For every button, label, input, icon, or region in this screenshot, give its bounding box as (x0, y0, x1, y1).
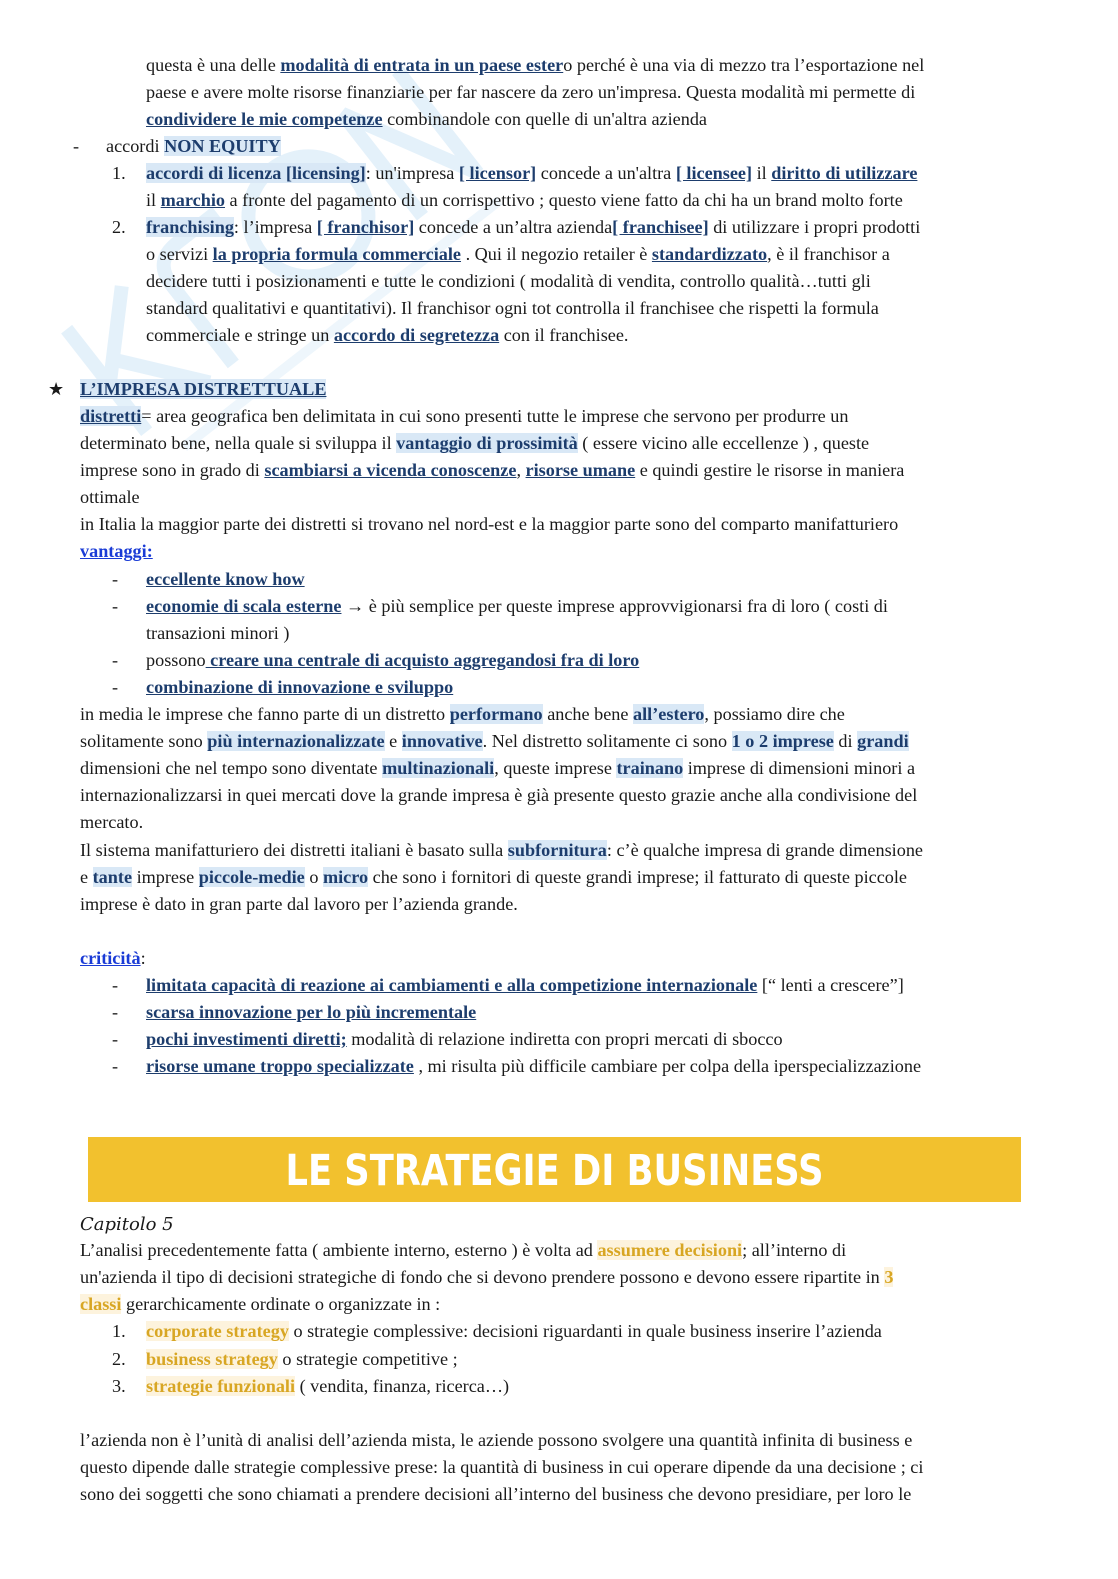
intro-line-3: condividere le mie competenze combinandole con quelle di un'altra azienda (146, 109, 708, 129)
distretti-line-4: ottimale (80, 487, 140, 507)
strategy-item: corporate strategy o strategie complessive: decisioni riguardanti in quale business inserire l’azienda (146, 1321, 882, 1341)
list-bullet: - (73, 136, 80, 156)
criticita-item: limitata capacità di reazione ai cambiamenti e alla competizione internazionale [“ lenti a crescere”] (146, 975, 904, 995)
vantaggio-item-cont: transazioni minori ) (146, 623, 290, 643)
franchising-line-5: commerciale e stringe un accordo di segretezza con il franchisee. (146, 325, 629, 345)
vantaggio-item: possono creare una centrale di acquisto aggregandosi fra di loro (146, 650, 640, 670)
sistema-line-1: Il sistema manifatturiero dei distretti italiani è basato sulla subfornitura: c’è qualche impresa di grande dimensione (80, 840, 923, 860)
strategy-item: business strategy o strategie competitive ; (146, 1349, 458, 1369)
list-dash: - (112, 650, 119, 670)
distretti-line-1: distretti= area geografica ben delimitata in cui sono presenti tutte le imprese che servono per produrre un (80, 406, 849, 426)
analisi-line-1: L’analisi precedentemente fatta ( ambiente interno, esterno ) è volta ad assumere decisioni; all’interno di (80, 1240, 847, 1260)
licensing-line-1: accordi di licenza [licensing]: un'impresa [ licensor] concede a un'altra [ licensee] il diritto di utilizzare (146, 163, 918, 183)
section-title-distretti: L’IMPRESA DISTRETTUALE (80, 379, 327, 399)
list-number: 1. (112, 163, 126, 183)
vantaggi-label: vantaggi: (80, 541, 153, 561)
intro-line-2: paese e avere molte risorse finanziarie per far nascere da zero un'impresa. Questa modalità mi permette di (146, 82, 916, 102)
vantaggio-item: eccellente know how (146, 569, 305, 589)
list-dash: - (112, 1056, 119, 1076)
vantaggio-item: economie di scala esterne → è più semplice per queste imprese approvvigionarsi fra di loro ( costi di (146, 596, 888, 616)
criticita-label: criticità: (80, 948, 146, 968)
final-line-1: l’azienda non è l’unità di analisi dell’azienda mista, le aziende possono svolgere una quantità infinita di business e (80, 1430, 913, 1450)
intro-line-1: questa è una delle modalità di entrata in un paese estero perché è una via di mezzo tra l’esportazione nel (146, 55, 925, 75)
final-line-3: sono dei soggetti che sono chiamati a prendere decisioni all’interno del business che devono presidiare, per loro le (80, 1484, 912, 1504)
list-number: 3. (112, 1376, 126, 1396)
list-number: 1. (112, 1321, 126, 1341)
vantaggio-item: combinazione di innovazione e sviluppo (146, 677, 454, 697)
sistema-line-3: imprese è dato in gran parte dal lavoro per l’azienda grande. (80, 894, 518, 914)
sistema-line-2: e tante imprese piccole-medie o micro che sono i fornitori di queste grandi imprese; il fatturato di queste piccole (80, 867, 907, 887)
distretti-line-3: imprese sono in grado di scambiarsi a vicenda conoscenze, risorse umane e quindi gestire le risorse in maniera (80, 460, 905, 480)
criticita-item: risorse umane troppo specializzate , mi risulta più difficile cambiare per colpa della iperspecializzazione (146, 1056, 922, 1076)
criticita-item: scarsa innovazione per lo più incrementale (146, 1002, 477, 1022)
chapter-banner (88, 1137, 1021, 1202)
list-dash: - (112, 569, 119, 589)
final-line-2: questo dipende dalle strategie complessive prese: la quantità di business in cui operare dipende da una decisione ; ci (80, 1457, 924, 1477)
list-dash: - (112, 677, 119, 697)
distretti-line-5: in Italia la maggior parte dei distretti si trovano nel nord-est e la maggior parte sono del comparto manifatturiero (80, 514, 899, 534)
analisi-line-3: classi gerarchicamente ordinate o organizzate in : (80, 1294, 441, 1314)
list-dash: - (112, 1029, 119, 1049)
strategy-item: strategie funzionali ( vendita, finanza, ricerca…) (146, 1376, 510, 1396)
list-dash: - (112, 596, 119, 616)
media-line-2: solitamente sono più internazionalizzate e innovative. Nel distretto solitamente ci sono 1 o 2 imprese di grandi (80, 731, 909, 751)
star-icon: ★ (48, 379, 65, 400)
licensing-line-2: il marchio a fronte del pagamento di un corrispettivo ; questo viene fatto da chi ha un brand molto forte (146, 190, 903, 210)
list-dash: - (112, 1002, 119, 1022)
list-number: 2. (112, 1349, 126, 1369)
list-dash: - (112, 975, 119, 995)
criticita-item: pochi investimenti diretti; modalità di relazione indiretta con propri mercati di sbocco (146, 1029, 783, 1049)
list-number: 2. (112, 217, 126, 237)
franchising-line-3: decidere tutti i posizionamenti e tutte le condizioni ( modalità di vendita, controllo qualità…tutti gli (146, 271, 871, 291)
media-line-4: internazionalizzarsi in quei mercati dove la grande impresa è già presente questo grazie anche alla condivisione del (80, 785, 918, 805)
chapter-banner-title: LE STRATEGIE DI BUSINESS (285, 1146, 824, 1196)
franchising-line-1: franchising: l’impresa [ franchisor] concede a un’altra azienda[ franchisee] di utilizzare i propri prodotti (146, 217, 921, 237)
franchising-line-4: standard qualitativi e quantitativi). Il franchisor ogni tot controlla il franchisee che rispetti la formula (146, 298, 879, 318)
franchising-line-2: o servizi la propria formula commerciale . Qui il negozio retailer è standardizzato, è il franchisor a (146, 244, 890, 264)
chapter-label: Capitolo 5 (80, 1214, 174, 1235)
media-line-5: mercato. (80, 812, 144, 832)
distretti-line-2: determinato bene, nella quale si sviluppa il vantaggio di prossimità ( essere vicino alle eccellenze ) , queste (80, 433, 870, 453)
media-line-3: dimensioni che nel tempo sono diventate multinazionali, queste imprese trainano imprese di dimensioni minori a (80, 758, 916, 778)
media-line-1: in media le imprese che fanno parte di un distretto performano anche bene all’estero, possiamo dire che (80, 704, 845, 724)
analisi-line-2: un'azienda il tipo di decisioni strategiche di fondo che si devono prendere possono e devono essere ripartite in 3 (80, 1267, 894, 1287)
accordi-non-equity: accordi NON EQUITY (106, 136, 281, 156)
